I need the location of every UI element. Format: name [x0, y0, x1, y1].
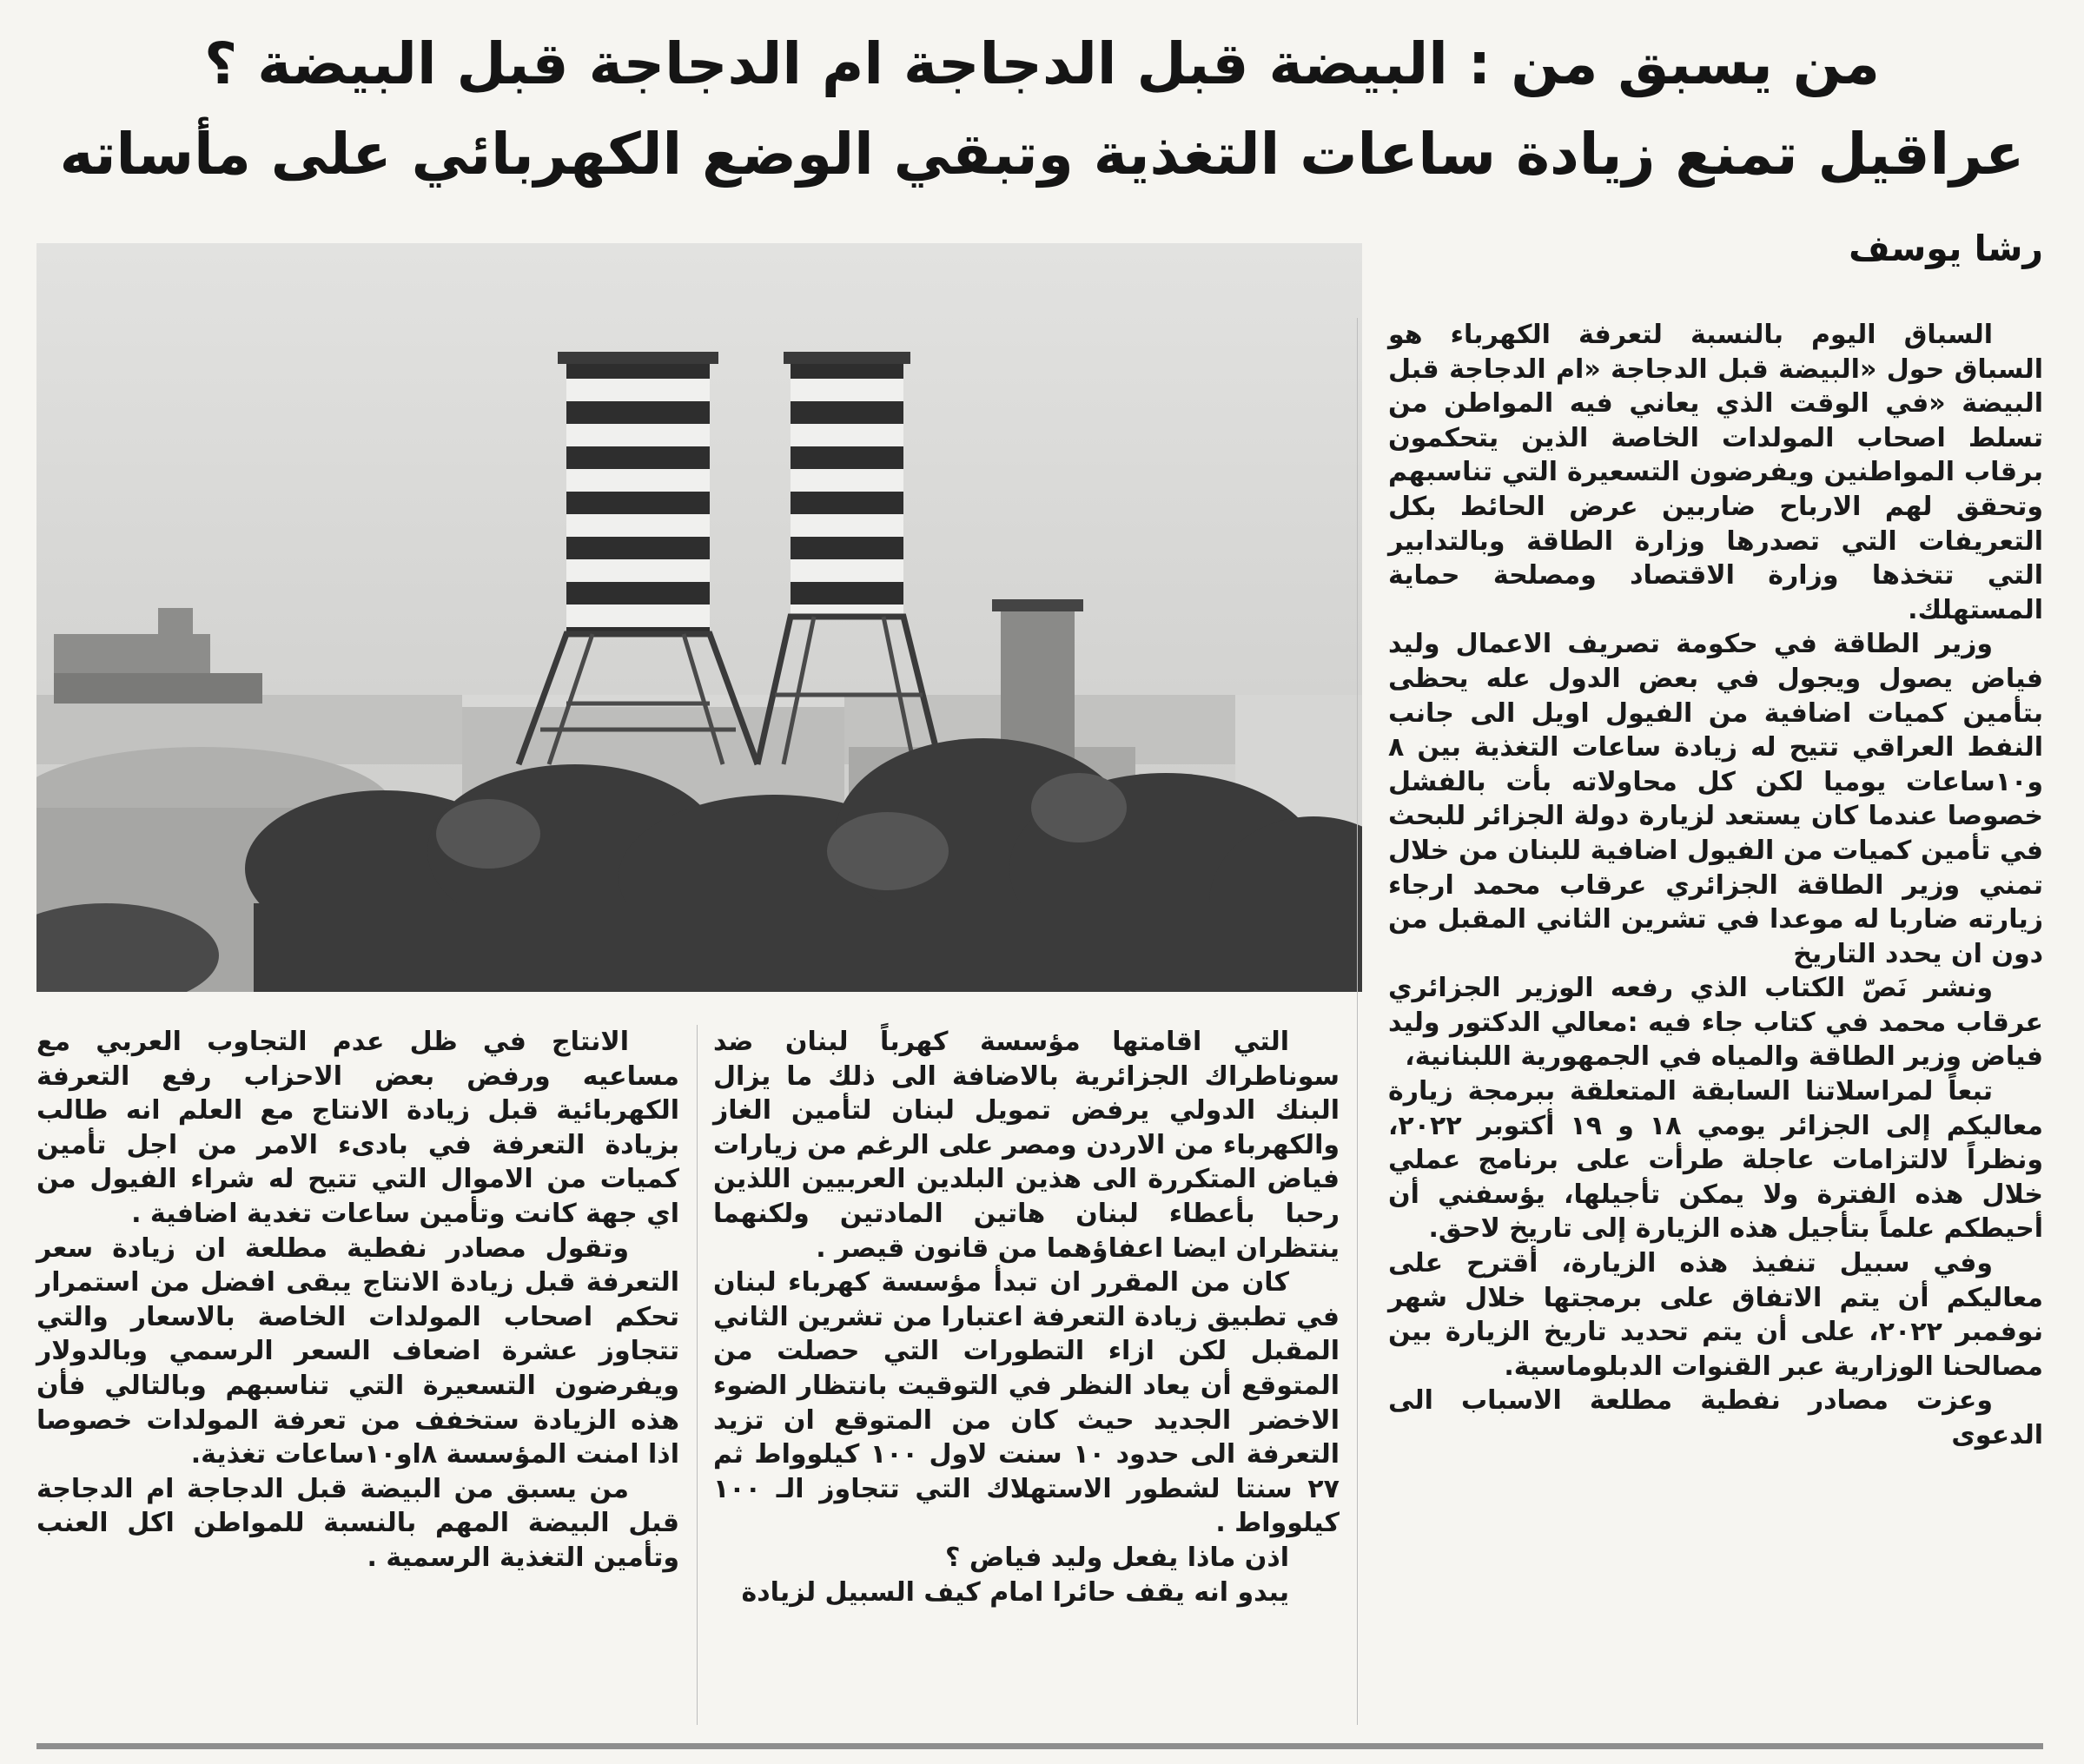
paragraph: التي اقامتها مؤسسة كهرباً لبنان ضد سوناطراك الجزائرية بالاضافة الى ذلك ما يزال البنك الدولي يرفض تمويل لبنان لتأمين الغاز والكهرباء من الاردن ومصر على الرغم من زيارات فياض المتكررة الى هذين البلدين العربيين اللذين رحبا بأعطاء لبنان هاتين المادتين ولكنهما ينتظران ايضا اعفاؤهما من قانون قيصر . [713, 1027, 1340, 1264]
paragraph: وزير الطاقة في حكومة تصريف الاعمال وليد فياض يصول ويجول في بعض الدول عله يحظى بتأمين كميات اضافية من الفيول اويل الى جانب النفط العراقي تتيح له زيادة ساعات التغذية بين ٨ و١٠ساعات يوميا لكن كل محاولاته بأت بالفشل خصوصا عندما كان يستعد لزيارة دولة الجزائر للبحث في تأمين كميات من الفيول اضافية للبنان من خلال تمني وزير الطاقة الجزائري عرقاب محمد ارجاء زيارته ضاربا له موعدا في تشرين الثاني المقبل من دون ان يحدد التاريخ [1388, 629, 2043, 969]
paragraph: يبدو انه يقف حائرا امام كيف السبيل لزيادة [741, 1576, 1289, 1608]
column-divider [697, 1025, 698, 1725]
paragraph: الانتاج في ظل عدم التجاوب العربي مع مساعيه ورفض بعض الاحزاب رفع التعرفة الكهربائية قبل زيادة الانتاج مع العلم انه طالب بزيادة التعرفة في بادىء الامر من اجل تأمين كميات من الاموال التي تتيح له شراء الفيول من اي جهة كانت وتأمين ساعات تغدية اضافية . [36, 1027, 679, 1229]
paragraph: من يسبق من البيضة قبل الدجاجة ام الدجاجة قبل البيضة المهم بالنسبة للمواطن اكل العنب وتأمين التغذية الرسمية . [36, 1473, 679, 1573]
author-byline: رشا يوسف [1849, 228, 2043, 269]
column-divider [1357, 318, 1358, 1725]
paragraph: السباق اليوم بالنسبة لتعرفة الكهرباء هو السباق حول «البيضة قبل الدجاجة «ام الدجاجة قبل البيضة «في الوقت الذي يعاني فيه المواطن من تسلط اصحاب المولدات الخاصة الذين يتحكمون برقاب المواطنين ويفرضون التسعيرة التي تناسبهم وتحقق لهم الارباح ضاربين عرض الحائط بكل التعريفات التي تصدرها وزارة الطاقة وبالتدابير التي تتخذها وزارة الاقتصاد ومصلحة حماية المستهلك. [1388, 320, 2043, 625]
paragraph: وعزت مصادر نفطية مطلعة الاسباب الى الدعوى [1388, 1385, 2043, 1450]
paragraph: وفي سبيل تنفيذ هذه الزيارة، أقترح على معاليكم أن يتم الاتفاق على برمجتها خلال شهر نوفمبر ٢٠٢٢، على أن يتم تحديد تاريخ الزيارة بين مصالحنا الوزارية عبر القنوات الدبلوماسية. [1388, 1248, 2044, 1382]
article-column-middle [713, 1025, 1340, 1725]
paragraph: ونشر نَصّ الكتاب الذي رفعه الوزير الجزائري عرقاب محمد في كتاب جاء فيه :معالي الدكتور وليد فياض وزير الطاقة والمياه في الجمهورية اللبنانية، [1388, 973, 2043, 1073]
power-plant-photo [36, 243, 1362, 992]
paragraph: كان من المقرر ان تبدأ مؤسسة كهرباء لبنان في تطبيق زيادة التعرفة اعتبارا من تشرين الثاني المقبل لكن ازاء التطورات التي حصلت من المتوقع أن يعاد النظر في التوقيت بانتظار الضوء الاخضر الجديد حيث كان من المتوقع ان تزيد التعرفة الى حدود ١٠ سنت لاول ١٠٠ كيلوواط ثم ٢٧ سنتا لشطور الاستهلاك التي تتجاوز الـ ١٠٠ كيلوواط . [713, 1267, 1340, 1539]
bottom-rule [36, 1743, 2043, 1749]
headline-line-2: عراقيل تمنع زيادة ساعات التغذية وتبقي الوضع الكهربائي على مأساته [59, 121, 2025, 188]
headline-line-1: من يسبق من : البيضة قبل الدجاجة ام الدجاجة قبل البيضة ؟ [203, 30, 1881, 97]
paragraph: تبعاً لمراسلاتنا السابقة المتعلقة ببرمجة زيارة معاليكم إلى الجزائر يومي ١٨ و ١٩ أكتوبر ٢٠٢٢، ونظراً لالتزامات عاجلة طرأت على برنامج عملي خلال هذه الفترة ولا يمكن تأجيلها، يؤسفني أن أحيطكم علماً بتأجيل هذه الزيارة إلى تاريخ لاحق. [1388, 1076, 2043, 1245]
article-column-right [1388, 318, 2043, 1725]
article-column-left [36, 1025, 679, 1725]
paragraph: وتقول مصادر نفطية مطلعة ان زيادة سعر التعرفة قبل زيادة الانتاج يبقى افضل من استمرار تحكم اصحاب المولدات الخاصة بالاسعار والتي تتجاوز عشرة اضعاف السعر الرسمي وبالدولار ويفرضون التسعيرة التي تناسبهم وبالتالي فأن هذه الزيادة ستخفف من تعرفة المولدات خصوصا اذا امنت المؤسسة ٨او١٠ساعات تغذية. [36, 1232, 679, 1470]
paragraph: اذن ماذا يفعل وليد فياض ؟ [945, 1542, 1289, 1573]
